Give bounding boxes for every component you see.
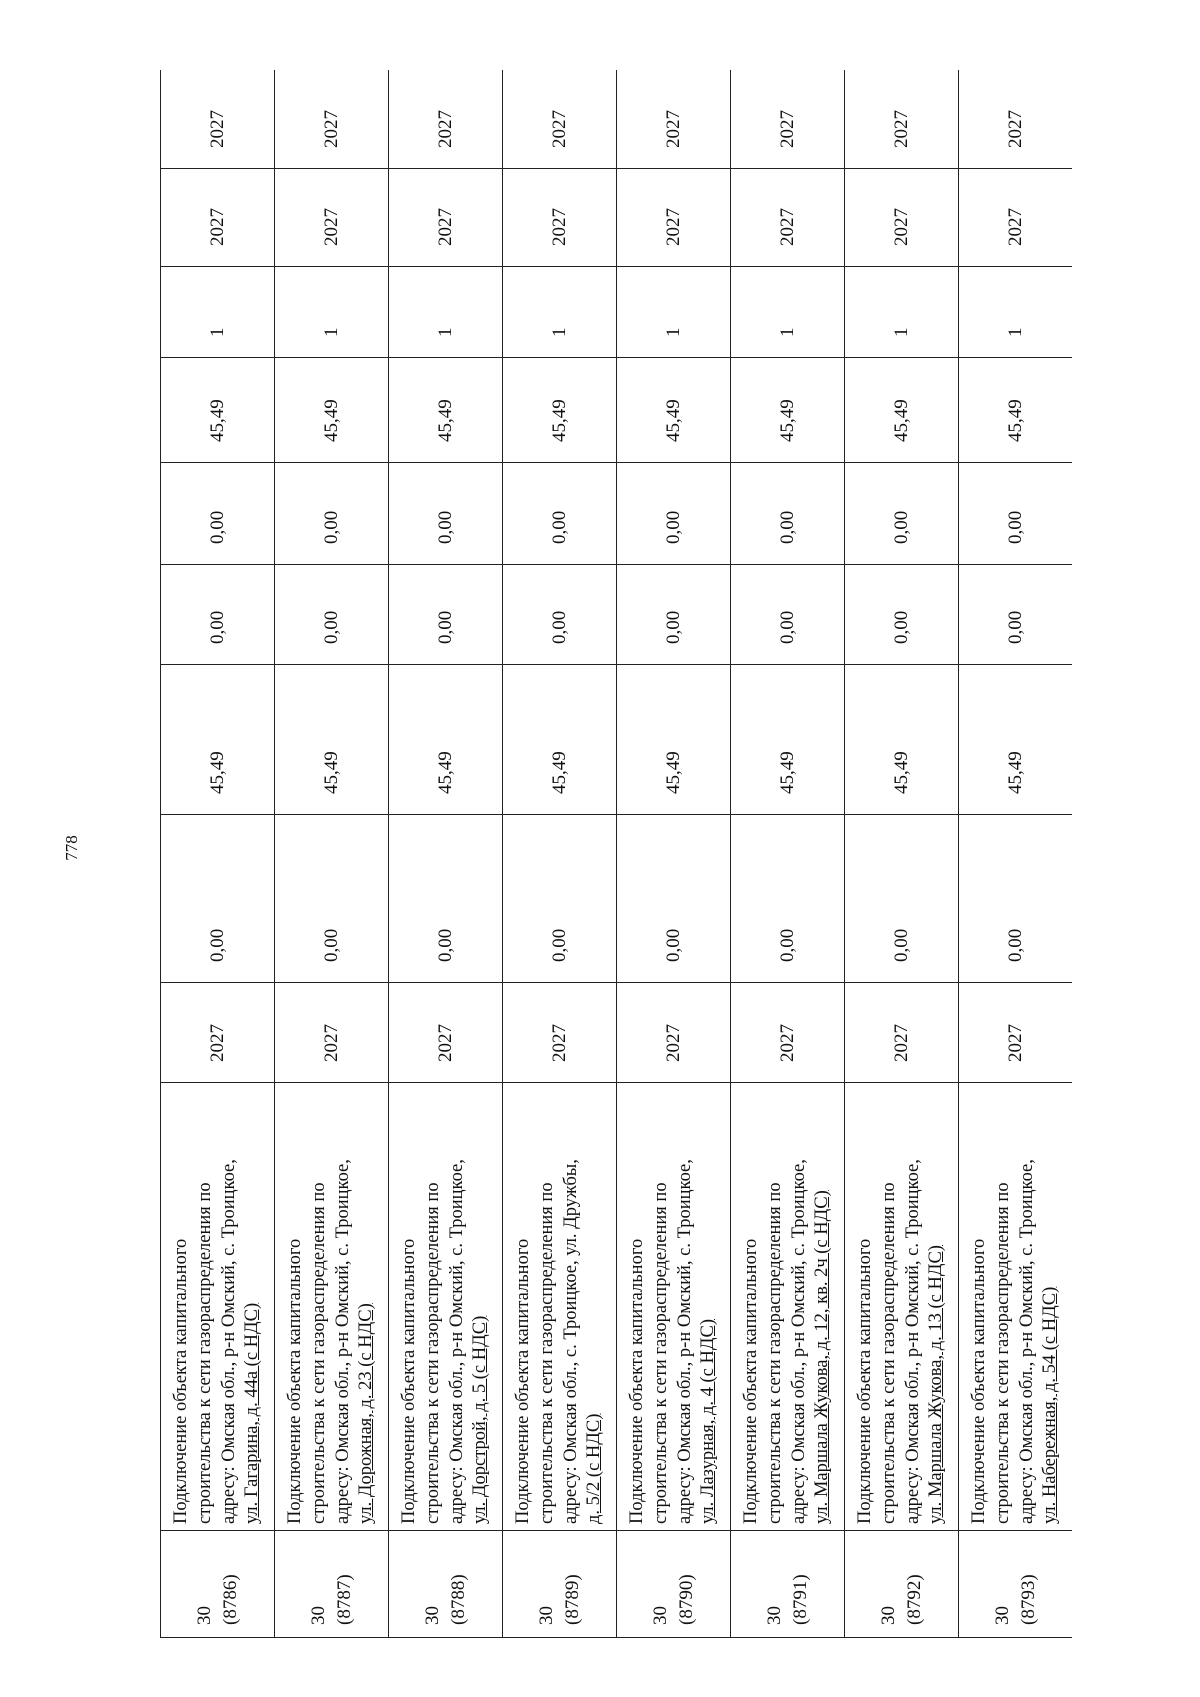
row-id-line: (8787) [333, 1574, 355, 1625]
description-line: адресу: Омская обл., р-н Омский, с. Троицкое, [218, 1159, 239, 1524]
description-line: строительства к сети газораспределения по [308, 1182, 329, 1524]
value-cell-3: 0,00 [959, 565, 1073, 665]
value-cell-5: 45,49 [845, 358, 959, 463]
description-line: ул. Маршала Жукова, д. 12, кв. 2ч (с НДС) [812, 1190, 833, 1524]
description-line: д. 5/2 (с НДС) [584, 1413, 605, 1524]
row-id-line: (8789) [561, 1574, 583, 1625]
page-number: 778 [62, 835, 81, 861]
row-id-line: (8791) [789, 1574, 811, 1625]
value-cell-2: 45,49 [731, 665, 845, 815]
value-cell-2: 45,49 [845, 665, 959, 815]
description-cell [617, 1083, 731, 1531]
year-cell-b: 2027 [959, 70, 1073, 169]
description-line: строительства к сети газораспределения по [536, 1182, 557, 1524]
value-cell-3: 0,00 [503, 565, 617, 665]
description-line: строительства к сети газораспределения по [992, 1182, 1013, 1524]
value-cell-1: 0,00 [845, 815, 959, 983]
value-cell-5: 45,49 [503, 358, 617, 463]
table-row [503, 70, 617, 1638]
value-cell-4: 0,00 [617, 463, 731, 565]
quantity-cell: 1 [389, 267, 503, 358]
row-id-cell [161, 1531, 275, 1638]
description-line: адресу: Омская обл., р-н Омский, с. Троицкое, [788, 1159, 809, 1524]
description-cell [959, 1083, 1073, 1531]
row-id-cell [617, 1531, 731, 1638]
year-cell-a: 2027 [389, 169, 503, 267]
table-body [161, 70, 1073, 1638]
table-row [161, 70, 275, 1638]
rotated-table-frame [160, 70, 1072, 1638]
value-cell-1: 0,00 [503, 815, 617, 983]
row-id-line: 30 [878, 1606, 900, 1625]
description-line: ул. Дорстрой, д. 5 (с НДС) [470, 1315, 491, 1524]
value-cell-5: 45,49 [389, 358, 503, 463]
description-line: строительства к сети газораспределения по [422, 1182, 443, 1524]
description-line: Подключение объекта капитального [513, 1238, 534, 1524]
value-cell-3: 0,00 [845, 565, 959, 665]
description-cell [845, 1083, 959, 1531]
description-line: Подключение объекта капитального [399, 1238, 420, 1524]
value-cell-3: 0,00 [617, 565, 731, 665]
start-year-cell: 2027 [275, 983, 389, 1083]
description-line: ул. Дорожная, д. 23 (с НДС) [356, 1303, 377, 1524]
quantity-cell: 1 [959, 267, 1073, 358]
value-cell-2: 45,49 [275, 665, 389, 815]
table-row [731, 70, 845, 1638]
description-line: Подключение объекта капитального [171, 1238, 192, 1524]
value-cell-4: 0,00 [389, 463, 503, 565]
year-cell-b: 2027 [845, 70, 959, 169]
start-year-cell: 2027 [503, 983, 617, 1083]
year-cell-a: 2027 [275, 169, 389, 267]
description-line: Подключение объекта капитального [285, 1238, 306, 1524]
table-row [389, 70, 503, 1638]
description-line: Подключение объекта капитального [627, 1238, 648, 1524]
value-cell-5: 45,49 [161, 358, 275, 463]
value-cell-4: 0,00 [845, 463, 959, 565]
year-cell-a: 2027 [161, 169, 275, 267]
row-id-line: 30 [764, 1606, 786, 1625]
row-id-cell [731, 1531, 845, 1638]
description-line: ул. Гагарина, д. 44а (с НДС) [242, 1302, 263, 1524]
start-year-cell: 2027 [845, 983, 959, 1083]
value-cell-1: 0,00 [731, 815, 845, 983]
value-cell-3: 0,00 [731, 565, 845, 665]
quantity-cell: 1 [617, 267, 731, 358]
table-row [959, 70, 1073, 1638]
description-cell [389, 1083, 503, 1531]
row-id-line: 30 [308, 1606, 330, 1625]
description-line: Подключение объекта капитального [741, 1238, 762, 1524]
row-id-line: (8790) [675, 1574, 697, 1625]
description-line: адресу: Омская обл., р-н Омский, с. Троицкое, [446, 1159, 467, 1524]
description-cell [275, 1083, 389, 1531]
description-line: ул. Набережная, д. 54 (с НДС) [1040, 1286, 1061, 1524]
quantity-cell: 1 [503, 267, 617, 358]
year-cell-a: 2027 [959, 169, 1073, 267]
description-line: строительства к сети газораспределения по [878, 1182, 899, 1524]
value-cell-1: 0,00 [161, 815, 275, 983]
description-line: Подключение объекта капитального [969, 1238, 990, 1524]
value-cell-1: 0,00 [275, 815, 389, 983]
value-cell-5: 45,49 [617, 358, 731, 463]
value-cell-1: 0,00 [959, 815, 1073, 983]
value-cell-4: 0,00 [959, 463, 1073, 565]
row-id-cell [503, 1531, 617, 1638]
description-line: адресу: Омская обл., с. Троицкое, ул. Дружбы, [560, 1159, 581, 1524]
year-cell-b: 2027 [617, 70, 731, 169]
quantity-cell: 1 [731, 267, 845, 358]
value-cell-2: 45,49 [617, 665, 731, 815]
description-cell [503, 1083, 617, 1531]
year-cell-b: 2027 [275, 70, 389, 169]
row-id-line: (8786) [219, 1574, 241, 1625]
year-cell-a: 2027 [845, 169, 959, 267]
table-row [845, 70, 959, 1638]
description-line: адресу: Омская обл., р-н Омский, с. Троицкое, [674, 1159, 695, 1524]
year-cell-b: 2027 [503, 70, 617, 169]
value-cell-3: 0,00 [389, 565, 503, 665]
row-id-cell [389, 1531, 503, 1638]
value-cell-2: 45,49 [959, 665, 1073, 815]
description-line: строительства к сети газораспределения по [650, 1182, 671, 1524]
value-cell-4: 0,00 [731, 463, 845, 565]
start-year-cell: 2027 [731, 983, 845, 1083]
value-cell-2: 45,49 [161, 665, 275, 815]
value-cell-4: 0,00 [503, 463, 617, 565]
value-cell-5: 45,49 [275, 358, 389, 463]
year-cell-b: 2027 [161, 70, 275, 169]
row-id-line: (8788) [447, 1574, 469, 1625]
row-id-line: 30 [536, 1606, 558, 1625]
description-line: адресу: Омская обл., р-н Омский, с. Троицкое, [1016, 1159, 1037, 1524]
value-cell-2: 45,49 [503, 665, 617, 815]
value-cell-1: 0,00 [389, 815, 503, 983]
year-cell-a: 2027 [503, 169, 617, 267]
row-id-cell [959, 1531, 1073, 1638]
year-cell-a: 2027 [731, 169, 845, 267]
quantity-cell: 1 [161, 267, 275, 358]
row-id-line: 30 [992, 1606, 1014, 1625]
description-line: строительства к сети газораспределения по [194, 1182, 215, 1524]
row-id-cell [845, 1531, 959, 1638]
value-cell-5: 45,49 [959, 358, 1073, 463]
description-line: ул. Лазурная, д. 4 (с НДС) [698, 1319, 719, 1524]
row-id-line: 30 [650, 1606, 672, 1625]
value-cell-3: 0,00 [275, 565, 389, 665]
start-year-cell: 2027 [617, 983, 731, 1083]
row-id-cell [275, 1531, 389, 1638]
start-year-cell: 2027 [389, 983, 503, 1083]
start-year-cell: 2027 [161, 983, 275, 1083]
value-cell-5: 45,49 [731, 358, 845, 463]
quantity-cell: 1 [275, 267, 389, 358]
value-cell-3: 0,00 [161, 565, 275, 665]
description-cell [161, 1083, 275, 1531]
year-cell-b: 2027 [389, 70, 503, 169]
year-cell-a: 2027 [617, 169, 731, 267]
row-id-line: 30 [422, 1606, 444, 1625]
description-line: Подключение объекта капитального [855, 1238, 876, 1524]
table-row [275, 70, 389, 1638]
quantity-cell: 1 [845, 267, 959, 358]
year-cell-b: 2027 [731, 70, 845, 169]
value-cell-4: 0,00 [275, 463, 389, 565]
table-row [617, 70, 731, 1638]
value-cell-1: 0,00 [617, 815, 731, 983]
description-line: адресу: Омская обл., р-н Омский, с. Троицкое, [332, 1159, 353, 1524]
description-line: строительства к сети газораспределения по [764, 1182, 785, 1524]
row-id-line: 30 [194, 1606, 216, 1625]
description-line: ул. Маршала Жукова, д. 13 (с НДС) [926, 1245, 947, 1524]
row-id-line: (8793) [1017, 1574, 1039, 1625]
start-year-cell: 2027 [959, 983, 1073, 1083]
description-line: адресу: Омская обл., р-н Омский, с. Троицкое, [902, 1159, 923, 1524]
description-cell [731, 1083, 845, 1531]
investment-table [160, 70, 1072, 1638]
row-id-line: (8792) [903, 1574, 925, 1625]
value-cell-2: 45,49 [389, 665, 503, 815]
value-cell-4: 0,00 [161, 463, 275, 565]
